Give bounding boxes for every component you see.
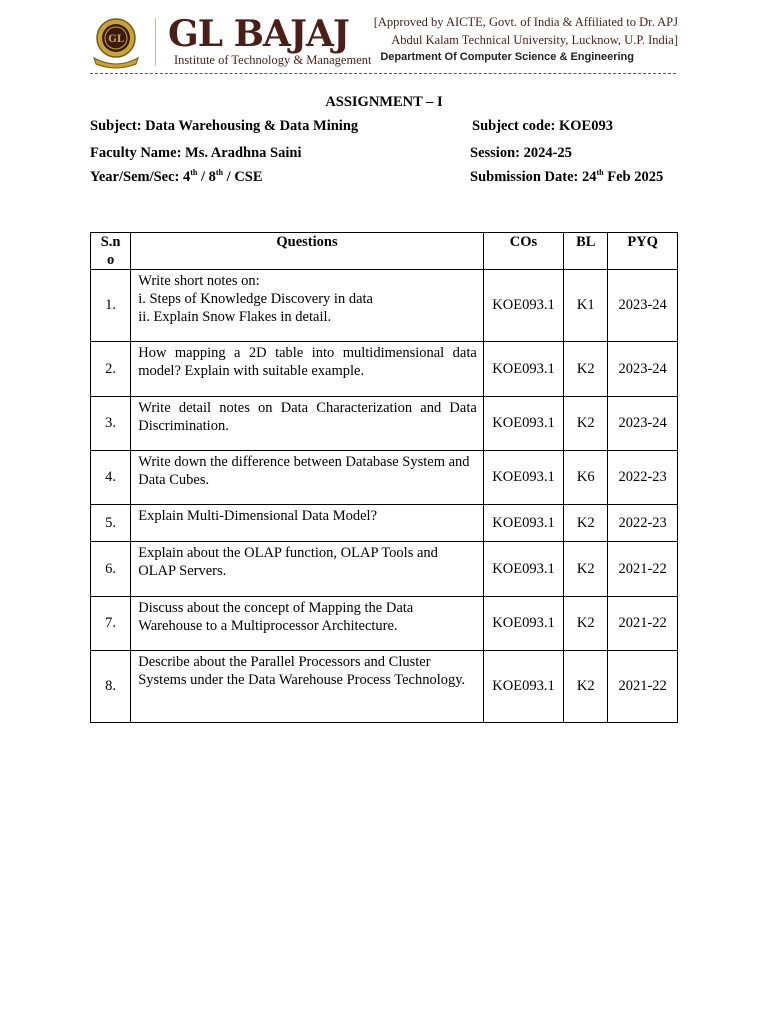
session: Session: 2024-25 bbox=[470, 145, 572, 161]
row-bl: K2 bbox=[564, 542, 608, 597]
row-sno: 8. bbox=[91, 651, 131, 723]
institute-subtitle: Institute of Technology & Management bbox=[174, 53, 372, 67]
table-row bbox=[91, 651, 678, 723]
submission-date: Submission Date: 24th Feb 2025 bbox=[470, 168, 664, 185]
row-pyq: 2021-22 bbox=[608, 651, 678, 723]
questions-table bbox=[90, 232, 678, 723]
row-sno: 2. bbox=[91, 342, 131, 397]
institute-logo-emblem bbox=[88, 14, 144, 70]
year-sem-sec: Year/Sem/Sec: 4th / 8th / CSE bbox=[90, 168, 263, 185]
letterhead bbox=[88, 12, 678, 76]
table-row bbox=[91, 270, 678, 342]
row-sno: 4. bbox=[91, 451, 131, 505]
table-row bbox=[91, 342, 678, 397]
row-sno: 3. bbox=[91, 397, 131, 451]
row-pyq: 2021-22 bbox=[608, 597, 678, 651]
header-questions: Questions bbox=[131, 233, 484, 270]
row-pyq: 2022-23 bbox=[608, 505, 678, 542]
row-bl: K2 bbox=[564, 651, 608, 723]
row-question: Write short notes on: i. Steps of Knowledge Discovery in data ii. Explain Snow Flakes in detail. bbox=[131, 270, 484, 342]
row-question: Write detail notes on Data Characterization and Data Discrimination. bbox=[131, 397, 484, 451]
row-pyq: 2023-24 bbox=[608, 397, 678, 451]
row-bl: K6 bbox=[564, 451, 608, 505]
row-bl: K2 bbox=[564, 505, 608, 542]
approval-line-2: Abdul Kalam Technical University, Lucknow, U.P. India] bbox=[391, 33, 678, 47]
header-bl: BL bbox=[564, 233, 608, 270]
row-question: Explain about the OLAP function, OLAP Tools and OLAP Servers. bbox=[131, 542, 484, 597]
table-row bbox=[91, 597, 678, 651]
row-bl: K2 bbox=[564, 342, 608, 397]
department-name: Department Of Computer Science & Engineering bbox=[380, 51, 634, 63]
subject-line: Subject: Data Warehousing & Data Mining bbox=[90, 118, 359, 134]
row-pyq: 2023-24 bbox=[608, 270, 678, 342]
row-co: KOE093.1 bbox=[483, 451, 563, 505]
row-co: KOE093.1 bbox=[483, 270, 563, 342]
row-sno: 5. bbox=[91, 505, 131, 542]
table-row bbox=[91, 505, 678, 542]
row-sno: 6. bbox=[91, 542, 131, 597]
approval-line-1: [Approved by AICTE, Govt. of India & Affiliated to Dr. APJ bbox=[373, 15, 678, 29]
row-pyq: 2022-23 bbox=[608, 451, 678, 505]
header-pyq: PYQ bbox=[608, 233, 678, 270]
row-co: KOE093.1 bbox=[483, 651, 563, 723]
header-sno: S.n o bbox=[91, 233, 131, 270]
row-bl: K2 bbox=[564, 597, 608, 651]
assignment-title: ASSIGNMENT – I bbox=[325, 94, 443, 110]
svg-text:GL: GL bbox=[108, 34, 124, 45]
institute-name: GL BAJAJ bbox=[168, 13, 349, 55]
row-question: Explain Multi-Dimensional Data Model? bbox=[131, 505, 484, 542]
row-pyq: 2023-24 bbox=[608, 342, 678, 397]
row-co: KOE093.1 bbox=[483, 397, 563, 451]
row-question: How mapping a 2D table into multidimensional data model? Explain with suitable example. bbox=[131, 342, 484, 397]
row-co: KOE093.1 bbox=[483, 505, 563, 542]
table-row bbox=[91, 397, 678, 451]
approval-statement bbox=[374, 13, 678, 49]
row-co: KOE093.1 bbox=[483, 342, 563, 397]
row-question: Describe about the Parallel Processors and Cluster Systems under the Data Warehouse Process Technology. bbox=[131, 651, 484, 723]
table-header-row bbox=[91, 233, 678, 270]
row-sno: 1. bbox=[91, 270, 131, 342]
row-bl: K1 bbox=[564, 270, 608, 342]
header-cos: COs bbox=[483, 233, 563, 270]
table-row bbox=[91, 451, 678, 505]
subject-code: Subject code: KOE093 bbox=[472, 118, 613, 134]
table-row bbox=[91, 542, 678, 597]
header-dashed-rule bbox=[90, 73, 676, 74]
row-pyq: 2021-22 bbox=[608, 542, 678, 597]
row-sno: 7. bbox=[91, 597, 131, 651]
row-question: Write down the difference between Database System and Data Cubes. bbox=[131, 451, 484, 505]
row-bl: K2 bbox=[564, 397, 608, 451]
row-co: KOE093.1 bbox=[483, 597, 563, 651]
faculty-name: Faculty Name: Ms. Aradhna Saini bbox=[90, 145, 302, 161]
row-question: Discuss about the concept of Mapping the Data Warehouse to a Multiprocessor Architecture. bbox=[131, 597, 484, 651]
row-co: KOE093.1 bbox=[483, 542, 563, 597]
header-divider bbox=[155, 18, 156, 66]
